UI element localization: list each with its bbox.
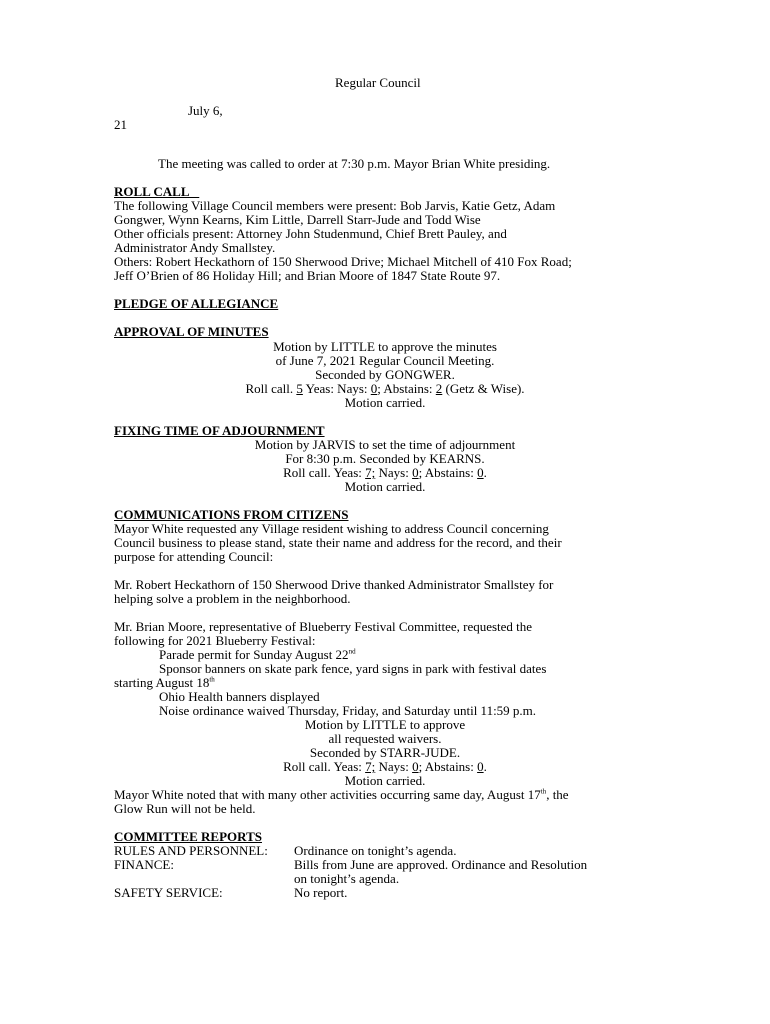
waiver-second: Seconded by STARR-JUDE. xyxy=(309,745,461,760)
approval-roll-call: Roll call. 5 Yeas: Nays: 0; Abstains: 2 (Getz & Wise). xyxy=(245,381,525,396)
adjournment-time: For 8:30 p.m. Seconded by KEARNS. xyxy=(285,451,485,466)
pledge-heading: PLEDGE OF ALLEGIANCE xyxy=(114,296,279,311)
approval-motion-detail: of June 7, 2021 Regular Council Meeting. xyxy=(275,353,495,368)
waiver-roll-call: Roll call. Yeas: 7; Nays: 0; Abstains: 0. xyxy=(283,759,487,774)
rules-value: Ordinance on tonight’s agenda. xyxy=(294,843,457,858)
meeting-date: July 6, xyxy=(188,103,223,118)
approval-second: Seconded by GONGWER. xyxy=(315,367,455,382)
waiver-motion-detail: all requested waivers. xyxy=(328,731,442,746)
document-title: Regular Council xyxy=(335,75,421,90)
adjournment-heading: FIXING TIME OF ADJOURNMENT xyxy=(114,423,325,438)
rules-label: RULES AND PERSONNEL: xyxy=(114,843,268,858)
request-item-continuation: starting August 18th xyxy=(114,675,215,690)
request-item: Noise ordinance waived Thursday, Friday, and Saturday until 11:59 p.m. xyxy=(159,703,537,718)
finance-value: on tonight’s agenda. xyxy=(294,871,400,886)
safety-value: No report. xyxy=(294,885,348,900)
communications-text: Mr. Brian Moore, representative of Blueberry Festival Committee, requested the xyxy=(114,619,533,634)
roll-call-line: Gongwer, Wynn Kearns, Kim Little, Darrell Starr-Jude and Todd Wise xyxy=(114,212,481,227)
adjournment-carried: Motion carried. xyxy=(344,479,426,494)
meeting-date-year: 21 xyxy=(114,117,127,132)
opening-statement: The meeting was called to order at 7:30 p.m. Mayor Brian White presiding. xyxy=(158,156,551,171)
roll-call-line: Other officials present: Attorney John Studenmund, Chief Brett Pauley, and xyxy=(114,226,507,241)
roll-call-line: The following Village Council members were present: Bob Jarvis, Katie Getz, Adam xyxy=(114,198,556,213)
communications-text: Mayor White requested any Village resident wishing to address Council concerning xyxy=(114,521,549,536)
roll-call-line: Others: Robert Heckathorn of 150 Sherwood Drive; Michael Mitchell of 410 Fox Road; xyxy=(114,254,572,269)
safety-label: SAFETY SERVICE: xyxy=(114,885,223,900)
adjournment-motion: Motion by JARVIS to set the time of adjournment xyxy=(254,437,516,452)
communications-heading: COMMUNICATIONS FROM CITIZENS xyxy=(114,507,349,522)
committee-heading: COMMITTEE REPORTS xyxy=(114,829,262,844)
approval-carried: Motion carried. xyxy=(344,395,426,410)
communications-text: following for 2021 Blueberry Festival: xyxy=(114,633,316,648)
glow-run-note: Mayor White noted that with many other activities occurring same day, August 17th, the xyxy=(114,787,569,802)
finance-value: Bills from June are approved. Ordinance and Resolution xyxy=(294,857,588,872)
communications-text: purpose for attending Council: xyxy=(114,549,274,564)
request-item: Sponsor banners on skate park fence, yard signs in park with festival dates xyxy=(159,661,547,676)
waiver-carried: Motion carried. xyxy=(344,773,426,788)
request-item: Parade permit for Sunday August 22nd xyxy=(159,647,356,662)
waiver-motion: Motion by LITTLE to approve xyxy=(304,717,466,732)
communications-text: Council business to please stand, state their name and address for the record, and their xyxy=(114,535,562,550)
roll-call-line: Jeff O’Brien of 86 Holiday Hill; and Brian Moore of 1847 State Route 97. xyxy=(114,268,501,283)
communications-text: Mr. Robert Heckathorn of 150 Sherwood Drive thanked Administrator Smallstey for xyxy=(114,577,554,592)
finance-label: FINANCE: xyxy=(114,857,174,872)
request-item: Ohio Health banners displayed xyxy=(159,689,320,704)
approval-motion: Motion by LITTLE to approve the minutes xyxy=(273,339,497,354)
glow-run-note: Glow Run will not be held. xyxy=(114,801,256,816)
roll-call-heading: ROLL CALL xyxy=(114,184,190,199)
roll-call-line: Administrator Andy Smallstey. xyxy=(114,240,276,255)
adjournment-roll-call: Roll call. Yeas: 7; Nays: 0; Abstains: 0. xyxy=(283,465,487,480)
approval-heading: APPROVAL OF MINUTES xyxy=(114,324,269,339)
communications-text: helping solve a problem in the neighborhood. xyxy=(114,591,351,606)
